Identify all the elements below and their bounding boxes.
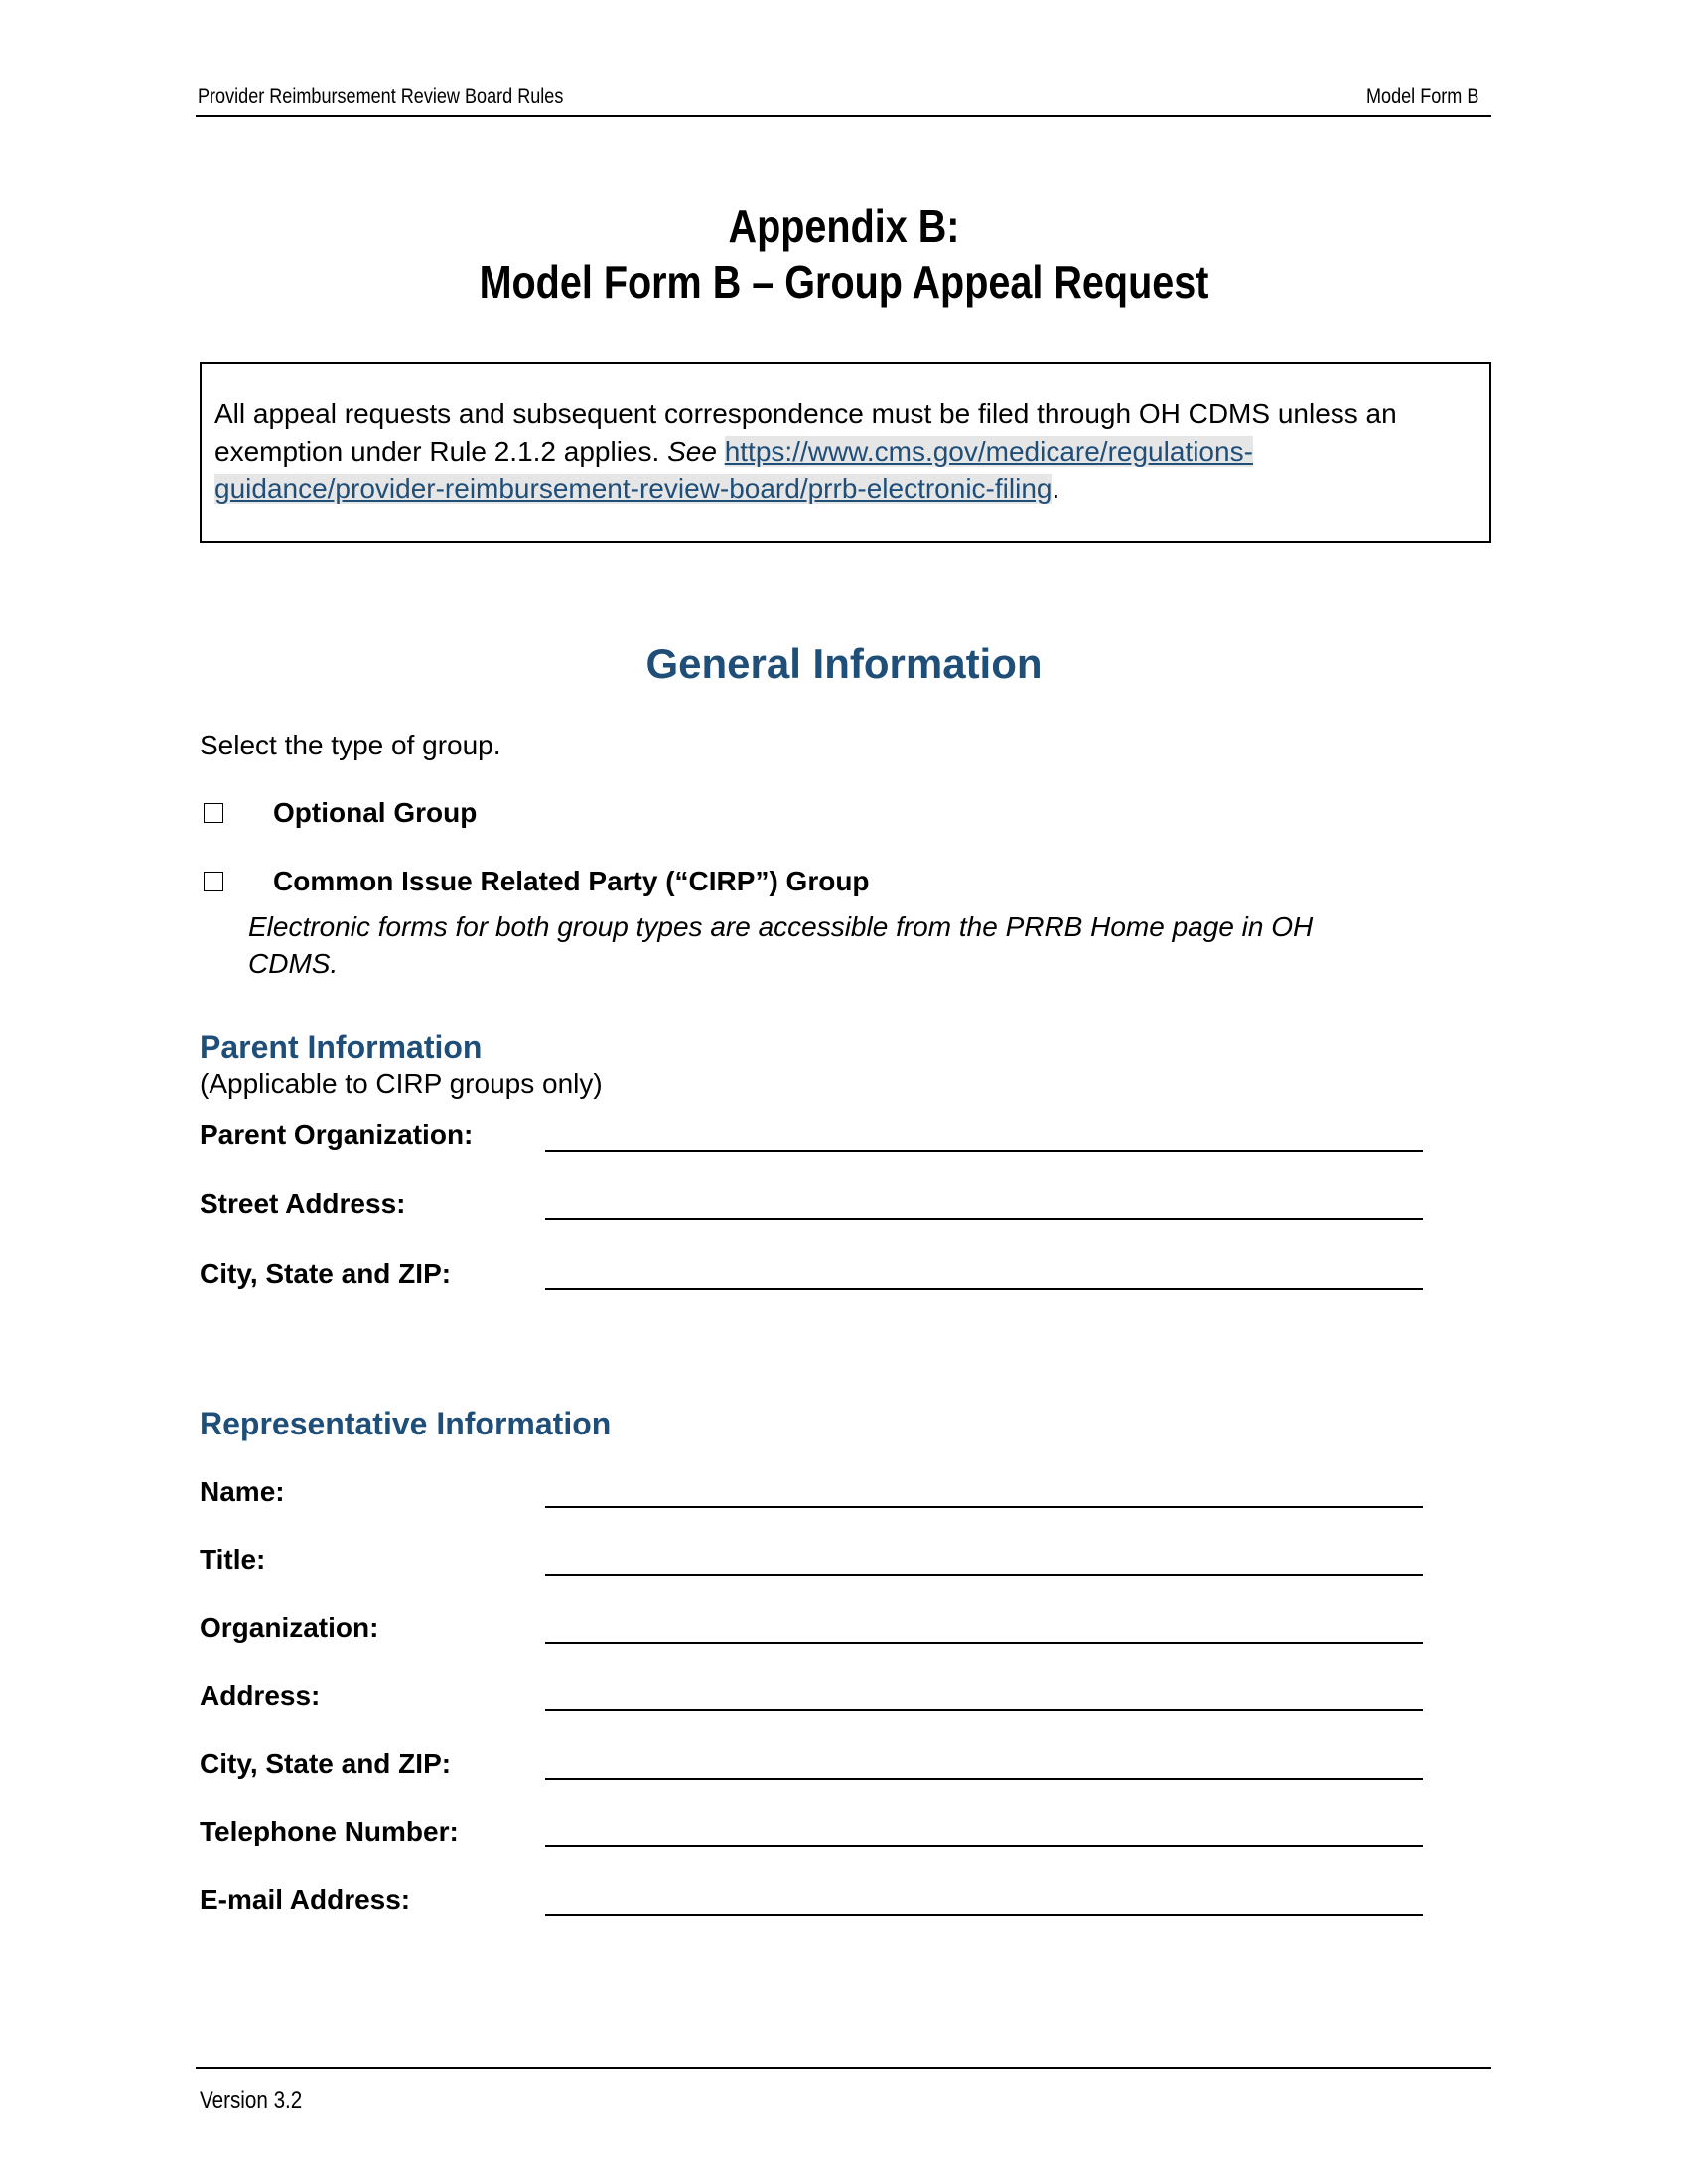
parent-street-address-label: Street Address: bbox=[200, 1188, 406, 1219]
notice-see: See bbox=[667, 436, 717, 467]
select-group-prompt: Select the type of group. bbox=[200, 730, 501, 760]
cirp-group-label: Common Issue Related Party (“CIRP”) Group bbox=[273, 866, 870, 896]
header-form-name: Model Form B bbox=[1366, 85, 1479, 108]
notice-period: . bbox=[1052, 474, 1060, 504]
rep-city-state-zip-label: City, State and ZIP: bbox=[200, 1748, 452, 1779]
rep-telephone-field[interactable] bbox=[545, 1845, 1423, 1847]
header-divider bbox=[196, 115, 1491, 117]
rep-email-field[interactable] bbox=[545, 1914, 1423, 1916]
parent-information-heading: Parent Information bbox=[200, 1029, 483, 1065]
rep-organization-field[interactable] bbox=[545, 1642, 1423, 1644]
rep-name-label: Name: bbox=[200, 1476, 285, 1507]
page-title-line-1: Appendix B: bbox=[728, 201, 960, 252]
rep-email-label: E-mail Address: bbox=[200, 1884, 411, 1915]
footer-version: Version 3.2 bbox=[200, 2087, 303, 2114]
rep-city-state-zip-field[interactable] bbox=[545, 1778, 1423, 1780]
rep-telephone-label: Telephone Number: bbox=[200, 1816, 459, 1846]
parent-city-state-zip-field[interactable] bbox=[545, 1288, 1423, 1290]
rep-address-field[interactable] bbox=[545, 1709, 1423, 1711]
optional-group-checkbox[interactable] bbox=[204, 803, 223, 823]
rep-name-field[interactable] bbox=[545, 1506, 1423, 1508]
notice-body: All appeal requests and subsequent correspondence must be filed through OH CDMS unless an exemption under Rule 2.1.2 applies. bbox=[214, 398, 1397, 467]
rep-address-label: Address: bbox=[200, 1680, 321, 1710]
parent-city-state-zip-label: City, State and ZIP: bbox=[200, 1258, 452, 1289]
parent-street-address-field[interactable] bbox=[545, 1218, 1423, 1220]
general-information-heading: General Information bbox=[645, 640, 1043, 687]
link-line-1: https://www.cms.gov/medicare/regulations- bbox=[724, 436, 1253, 467]
representative-information-heading: Representative Information bbox=[200, 1406, 612, 1441]
footer-divider bbox=[196, 2067, 1491, 2069]
header-document-title: Provider Reimbursement Review Board Rules bbox=[198, 85, 564, 108]
rep-title-field[interactable] bbox=[545, 1574, 1423, 1576]
filing-notice-text bbox=[214, 395, 1480, 508]
cirp-group-checkbox[interactable] bbox=[204, 872, 223, 891]
optional-group-label: Optional Group bbox=[273, 797, 478, 828]
rep-organization-label: Organization: bbox=[200, 1612, 379, 1643]
parent-information-subheading: (Applicable to CIRP groups only) bbox=[200, 1068, 603, 1099]
page-title-line-2: Model Form B – Group Appeal Request bbox=[479, 256, 1209, 308]
parent-organization-label: Parent Organization: bbox=[200, 1119, 474, 1150]
group-forms-note: Electronic forms for both group types are accessible from the PRRB Home page in OH CDMS. bbox=[248, 911, 1314, 979]
rep-title-label: Title: bbox=[200, 1544, 266, 1574]
parent-organization-field[interactable] bbox=[545, 1150, 1423, 1152]
link-line-2: guidance/provider-reimbursement-review-board/prrb-electronic-filing bbox=[214, 474, 1053, 504]
